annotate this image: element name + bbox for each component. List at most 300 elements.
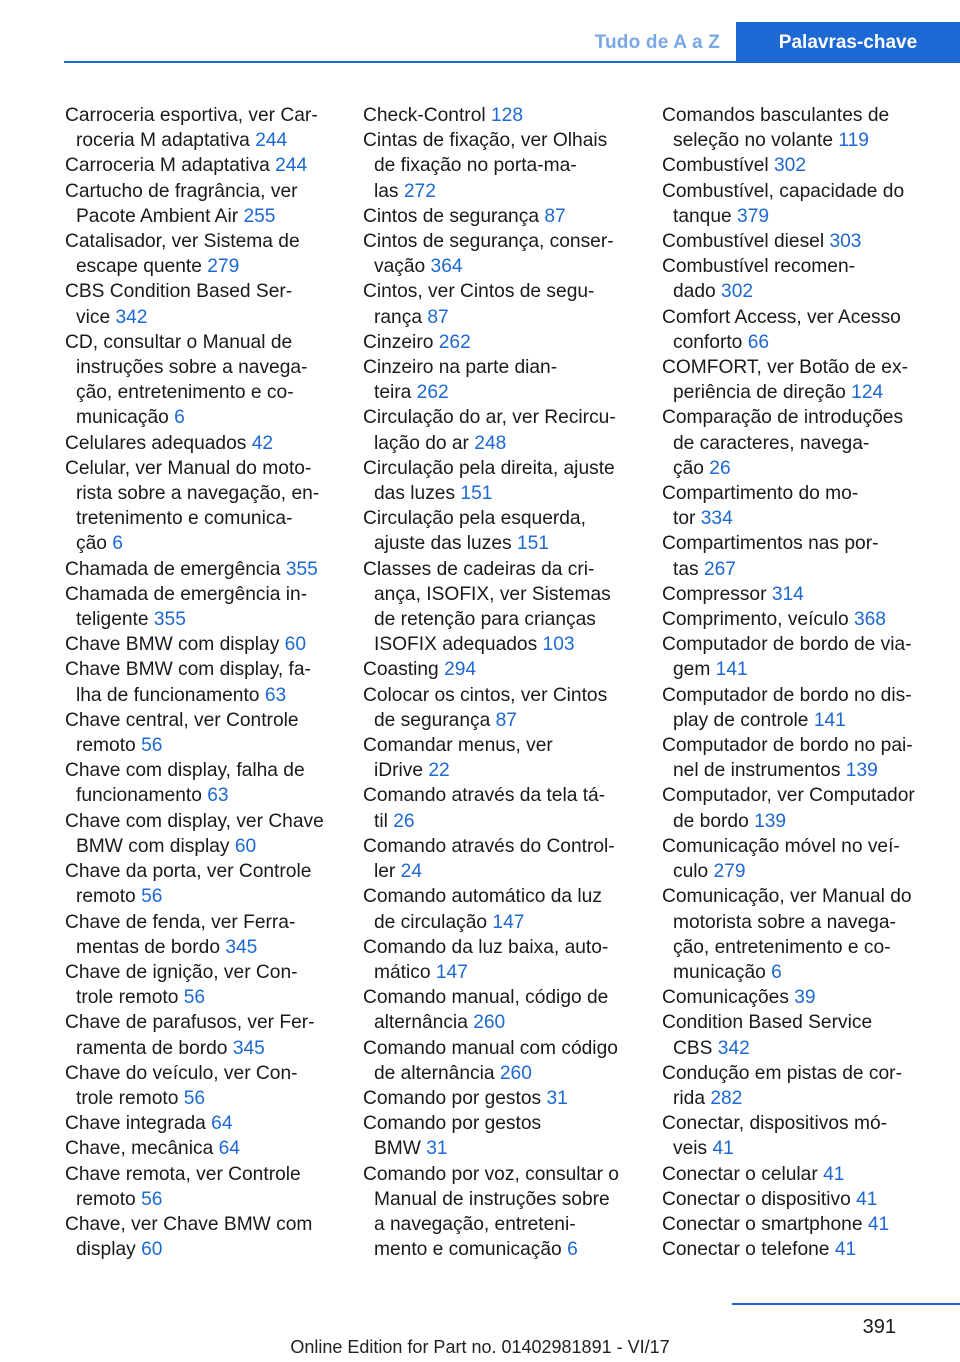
index-entry-text: play de controle [673, 709, 809, 731]
index-entry [662, 884, 952, 985]
page-reference-link[interactable]: 262 [438, 331, 471, 353]
index-entry-text: Condition Based Service [662, 1012, 873, 1034]
page-reference-link[interactable]: 41 [712, 1138, 734, 1160]
page-reference-link[interactable]: 342 [115, 306, 148, 328]
index-entry-line [65, 1187, 345, 1212]
index-entry-text: funcionamento [76, 785, 202, 807]
index-entry-text: Carroceria M adaptativa [65, 155, 270, 177]
index-entry [65, 456, 345, 557]
index-entry-line [363, 1212, 643, 1237]
page-reference-link[interactable]: 260 [499, 1062, 532, 1084]
index-entry-text: teligente [76, 609, 149, 631]
page-reference-link[interactable]: 56 [183, 987, 206, 1009]
index-entry-text: iDrive [374, 760, 424, 782]
index-entry-text: mento e comunicação [374, 1239, 562, 1261]
page-reference-link[interactable]: 56 [141, 886, 163, 908]
page-reference-link[interactable]: 379 [737, 205, 770, 227]
page-reference-link[interactable]: 255 [243, 205, 276, 227]
index-entry-text: veis [673, 1138, 708, 1160]
index-entry-line [662, 506, 952, 531]
index-entry-line [363, 1136, 643, 1161]
index-entry-line [65, 179, 345, 204]
index-entry-line [363, 884, 643, 909]
page-reference-link[interactable]: 6 [174, 407, 185, 429]
index-entry-text: mentas de bordo [76, 936, 220, 958]
index-entry-text: remoto [76, 735, 136, 757]
header-rule [64, 61, 960, 63]
page-reference-link[interactable]: 355 [153, 609, 186, 631]
index-entry-line [662, 607, 952, 632]
page-reference-link[interactable]: 303 [829, 231, 862, 253]
index-entry-line [662, 103, 952, 128]
index-entry-line [363, 935, 643, 960]
index-entry-line [65, 103, 345, 128]
index-entry-line [363, 103, 643, 128]
index-entry-line [662, 557, 952, 582]
page-reference-link[interactable]: 267 [703, 558, 736, 580]
page-reference-link[interactable]: 141 [813, 709, 846, 731]
index-entry-text: Computador de bordo no pai- [662, 735, 913, 757]
index-entry-line [662, 910, 952, 935]
index-entry-text: Comando manual, código de [363, 987, 609, 1009]
index-entry-text: Combustível diesel [662, 231, 825, 253]
index-entry-line [363, 1237, 643, 1262]
index-entry [662, 1010, 952, 1060]
index-entry-text: trole remoto [76, 987, 179, 1009]
page-reference-link[interactable]: 364 [430, 256, 463, 278]
index-column-1 [65, 103, 345, 1262]
index-entry [662, 1162, 952, 1187]
index-entry-line [662, 279, 952, 304]
index-entry-text: Cintos de segurança, conser- [363, 231, 614, 253]
index-entry-text: ção, entretenimento e co- [673, 936, 891, 958]
index-entry-line [662, 254, 952, 279]
index-entry-line [363, 834, 643, 859]
index-entry-line [65, 733, 345, 758]
page-reference-link[interactable]: 244 [275, 155, 308, 177]
index-entry-text: motorista sobre a navega- [673, 911, 896, 933]
index-entry [65, 859, 345, 909]
page-reference-link[interactable]: 128 [490, 105, 523, 126]
index-entry-line [662, 330, 952, 355]
page-reference-link[interactable]: 151 [460, 483, 493, 505]
index-entry-line [65, 254, 345, 279]
index-entry-text: lha de funcionamento [76, 684, 260, 706]
index-entry [65, 910, 345, 960]
index-entry-text: ajuste das luzes [374, 533, 512, 555]
index-entry-line [65, 834, 345, 859]
index-entry-text: Conectar, dispositivos mó- [662, 1113, 888, 1135]
index-entry-line [662, 405, 952, 430]
index-entry [662, 1111, 952, 1161]
index-entry-text: Compartimento do mo- [662, 483, 859, 505]
tab-keywords[interactable]: Palavras-chave [736, 22, 960, 63]
index-entry [363, 1036, 643, 1086]
index-entry-text: display [76, 1239, 136, 1261]
index-entry [662, 153, 952, 178]
index-entry-text: de fixação no porta-ma- [374, 155, 577, 177]
page-reference-link[interactable]: 31 [426, 1138, 448, 1160]
page-reference-link[interactable]: 141 [715, 659, 748, 681]
index-entry-line [662, 153, 952, 178]
index-entry [363, 1111, 643, 1161]
page-reference-link[interactable]: 345 [225, 936, 258, 958]
page-reference-link[interactable]: 41 [823, 1163, 845, 1185]
index-entry-text: Comando através do Control- [363, 835, 615, 857]
index-entry-text: vice [76, 306, 111, 328]
page-reference-link[interactable]: 355 [285, 558, 318, 580]
page-header [64, 0, 960, 63]
page-reference-link[interactable]: 87 [544, 205, 566, 227]
index-entry-line [65, 557, 345, 582]
index-entry-text: dado [673, 281, 716, 303]
index-entry-line [65, 431, 345, 456]
index-entry [662, 179, 952, 229]
index-entry-line [65, 1061, 345, 1086]
index-entry-line [662, 834, 952, 859]
index-entry-line [662, 708, 952, 733]
index-entry [662, 733, 952, 783]
index-entry-line [662, 1061, 952, 1086]
index-entry [363, 935, 643, 985]
index-entry [65, 557, 345, 582]
index-entry-line [363, 657, 643, 682]
index-entry-text: Comando por gestos [363, 1087, 542, 1109]
index-entry-text: Cintos, ver Cintos de segu- [363, 281, 595, 303]
page-reference-link[interactable]: 151 [516, 533, 549, 555]
page-reference-link[interactable]: 66 [747, 331, 770, 353]
index-entry-text: Comfort Access, ver Acesso [662, 306, 901, 328]
index-entry-line [363, 506, 643, 531]
page-reference-link[interactable]: 87 [495, 709, 517, 731]
index-entry-line [363, 179, 643, 204]
index-entry-text: Computador de bordo de via- [662, 634, 912, 656]
page-reference-link[interactable]: 314 [771, 583, 804, 605]
page-reference-link[interactable]: 56 [141, 1188, 163, 1210]
index-entry-text: Colocar os cintos, ver Cintos [363, 684, 608, 706]
index-entry-line [65, 910, 345, 935]
page-reference-link[interactable]: 56 [183, 1087, 206, 1109]
index-entry-text: Comando por voz, consultar o [363, 1163, 619, 1185]
index-entry-line [65, 481, 345, 506]
index-entry-line [363, 405, 643, 430]
page-reference-link[interactable]: 22 [428, 760, 450, 782]
index-entry [65, 632, 345, 657]
page-reference-link[interactable]: 248 [474, 432, 507, 454]
index-entry [363, 733, 643, 783]
page-reference-link[interactable]: 262 [416, 382, 449, 404]
index-entry-text: Computador de bordo no dis- [662, 684, 912, 706]
index-entry [662, 103, 952, 153]
index-entry-text: Combustível recomen- [662, 256, 856, 278]
index-entry [363, 985, 643, 1035]
index-entry-line [363, 1111, 643, 1136]
index-entry-line [662, 632, 952, 657]
page-reference-link[interactable]: 342 [717, 1037, 750, 1059]
index-entry-text: alternância [374, 1012, 468, 1034]
page-reference-link[interactable]: 124 [851, 382, 884, 404]
index-entry-line [65, 305, 345, 330]
index-entry-line [363, 531, 643, 556]
index-entry-line [363, 355, 643, 380]
index-entry-line [65, 960, 345, 985]
page-reference-link[interactable]: 26 [709, 457, 731, 479]
index-entry-text: Check-Control [363, 105, 486, 126]
page-reference-link[interactable]: 368 [853, 609, 886, 631]
index-entry-text: Comando através da tela tá- [363, 785, 606, 807]
index-entry [363, 279, 643, 329]
index-entry-line [363, 1162, 643, 1187]
index-entry-text: rida [673, 1087, 705, 1109]
index-entry-line [662, 179, 952, 204]
index-entry-text: Comunicação móvel no veí- [662, 835, 900, 857]
page-reference-link[interactable]: 42 [251, 432, 274, 454]
index-entry-text: Cintas de fixação, ver Olhais [363, 130, 608, 152]
index-entry-line [65, 758, 345, 783]
index-entry-line [65, 1036, 345, 1061]
index-entry [662, 985, 952, 1010]
index-entry-text: Conectar o telefone [662, 1239, 830, 1261]
index-entry-text: nel de instrumentos [673, 760, 841, 782]
page-reference-link[interactable]: 119 [838, 130, 869, 152]
index-entry [65, 1162, 345, 1212]
index-entry-text: Chave com display, falha de [65, 760, 305, 782]
index-entry-line [363, 1187, 643, 1212]
index-entry-text: Combustível, capacidade do [662, 180, 905, 202]
page-reference-link[interactable]: 302 [773, 155, 806, 177]
index-entry [363, 355, 643, 405]
index-entry-text: Cintos de segurança [363, 205, 539, 227]
page-reference-link[interactable]: 64 [211, 1113, 233, 1135]
index-entry-text: lação do ar [374, 432, 469, 454]
index-entry-line [363, 128, 643, 153]
page-reference-link[interactable]: 31 [546, 1087, 568, 1109]
index-entry-line [662, 128, 952, 153]
index-entry [363, 204, 643, 229]
index-entry-text: CBS [673, 1037, 713, 1059]
index-entry-line [363, 910, 643, 935]
index-entry-text: seleção no volante [673, 130, 834, 152]
index-entry-line [65, 632, 345, 657]
index-entry-text: rança [374, 306, 422, 328]
index-entry-text: Circulação pela direita, ajuste [363, 457, 615, 479]
index-entry-text: Chave integrada [65, 1113, 206, 1135]
index-entry-text: Chave BMW com display, fa- [65, 659, 311, 681]
page-reference-link[interactable]: 6 [771, 961, 782, 983]
page-reference-link[interactable]: 39 [794, 987, 816, 1009]
index-entry-line [65, 330, 345, 355]
index-entry-line [65, 1086, 345, 1111]
index-entry-line [662, 758, 952, 783]
index-entry-text: tanque [673, 205, 732, 227]
index-entry-line [363, 557, 643, 582]
index-entry [65, 1061, 345, 1111]
index-entry-text: Comunicação, ver Manual do [662, 886, 912, 908]
index-entry [65, 431, 345, 456]
index-entry-text: escape quente [76, 256, 202, 278]
index-entry [363, 506, 643, 556]
index-entry-text: Comprimento, veículo [662, 609, 849, 631]
page-reference-link[interactable]: 345 [232, 1037, 265, 1059]
index-entry-line [363, 960, 643, 985]
index-entry-text: BMW com display [76, 835, 230, 857]
page-reference-link[interactable]: 41 [834, 1239, 857, 1261]
index-entry-line [65, 683, 345, 708]
index-entry [363, 557, 643, 658]
index-entry [363, 229, 643, 279]
index-entry-line [65, 935, 345, 960]
index-entry-text: Comandos basculantes de [662, 105, 890, 126]
index-entry-line [65, 229, 345, 254]
index-entry-text: mático [374, 961, 431, 983]
page-reference-link[interactable]: 272 [403, 180, 436, 202]
index-entry-text: las [374, 180, 399, 202]
index-entry [363, 330, 643, 355]
page-reference-link[interactable]: 63 [264, 684, 287, 706]
page-reference-link[interactable]: 87 [427, 306, 449, 328]
page-reference-link[interactable]: 24 [400, 861, 423, 883]
page-reference-link[interactable]: 26 [393, 810, 415, 832]
index-entry-text: ção [673, 457, 704, 479]
page-reference-link[interactable]: 139 [754, 810, 787, 832]
tab-section[interactable]: Tudo de A a Z [594, 32, 720, 53]
page-reference-link[interactable]: 282 [710, 1087, 743, 1109]
index-entry-text: Chave de ignição, ver Con- [65, 961, 298, 983]
page-reference-link[interactable]: 147 [435, 961, 468, 983]
index-entry-line [65, 884, 345, 909]
index-entry [363, 103, 643, 128]
index-entry-line [65, 1162, 345, 1187]
index-entry-line [662, 1010, 952, 1035]
index-entry [363, 683, 643, 733]
index-entry-line [662, 431, 952, 456]
index-entry [65, 1136, 345, 1161]
index-entry-text: Comandar menus, ver [363, 735, 553, 757]
index-entry-text: Manual de instruções sobre [374, 1188, 610, 1210]
index-entry [662, 1212, 952, 1237]
page-reference-link[interactable]: 147 [492, 911, 525, 933]
footer-rule [732, 1303, 960, 1305]
index-entry-line [662, 1237, 952, 1262]
page-reference-link[interactable]: 103 [542, 634, 575, 656]
index-entry-text: Circulação do ar, ver Recircu- [363, 407, 616, 429]
page-reference-link[interactable]: 294 [444, 659, 477, 681]
index-entry [662, 632, 952, 682]
index-entry-line [363, 254, 643, 279]
index-entry-text: Conectar o dispositivo [662, 1188, 851, 1210]
index-entry-text: a navegação, entreteni- [374, 1213, 576, 1235]
index-entry-line [662, 204, 952, 229]
index-entry-line [662, 582, 952, 607]
page-reference-link[interactable]: 60 [284, 634, 307, 656]
index-entry [65, 229, 345, 279]
page-reference-link[interactable]: 60 [141, 1239, 163, 1261]
index-entry-line [363, 683, 643, 708]
index-entry [65, 1010, 345, 1060]
index-entry [662, 481, 952, 531]
page-reference-link[interactable]: 63 [207, 785, 229, 807]
page-reference-link[interactable]: 56 [141, 735, 163, 757]
index-entry-line [65, 1010, 345, 1035]
index-entry-text: BMW [374, 1138, 421, 1160]
page-reference-link[interactable]: 60 [234, 835, 257, 857]
index-entry [662, 229, 952, 254]
index-entry-line [662, 1111, 952, 1136]
page-reference-link[interactable]: 279 [207, 256, 240, 278]
index-entry-text: periência de direção [673, 382, 846, 404]
page-reference-link[interactable]: 302 [721, 281, 754, 303]
index-entry-line [363, 582, 643, 607]
index-entry-line [662, 935, 952, 960]
index-entry-text: Cinzeiro na parte dian- [363, 357, 558, 379]
index-entry-line [363, 330, 643, 355]
index-entry [662, 607, 952, 632]
index-entry [65, 330, 345, 431]
index-entry [65, 758, 345, 808]
index-entry-line [662, 960, 952, 985]
index-entry [363, 405, 643, 455]
page-reference-link[interactable]: 244 [255, 130, 288, 152]
index-entry [363, 1086, 643, 1111]
index-entry-line [65, 582, 345, 607]
index-entry-line [65, 1212, 345, 1237]
index-entry-line [363, 632, 643, 657]
page-reference-link[interactable]: 41 [867, 1213, 890, 1235]
index-entry-line [65, 607, 345, 632]
index-entry-text: de circulação [374, 911, 488, 933]
index-entry-text: Cartucho de fragrância, ver [65, 180, 298, 202]
index-entry-line [363, 456, 643, 481]
index-entry [363, 657, 643, 682]
index-entry-text: ção [76, 533, 107, 555]
index-entry-line [363, 481, 643, 506]
index-entry-text: instruções sobre a navega- [76, 357, 308, 379]
index-entry-line [65, 355, 345, 380]
page-reference-link[interactable]: 334 [700, 508, 733, 530]
index-entry-line [65, 153, 345, 178]
index-entry-text: ramenta de bordo [76, 1037, 228, 1059]
index-entry-line [363, 985, 643, 1010]
page-reference-link[interactable]: 6 [112, 533, 123, 555]
index-entry-text: Compartimentos nas por- [662, 533, 879, 555]
index-entry-text: Chave, ver Chave BMW com [65, 1213, 313, 1235]
index-entry-line [662, 305, 952, 330]
index-entry-text: Comando da luz baixa, auto- [363, 936, 609, 958]
page-reference-link[interactable]: 139 [845, 760, 878, 782]
page-reference-link[interactable]: 279 [713, 861, 746, 883]
index-entry-line [363, 1061, 643, 1086]
page-reference-link[interactable]: 41 [856, 1188, 878, 1210]
page-reference-link[interactable]: 260 [473, 1012, 506, 1034]
index-entry-line [363, 733, 643, 758]
edition-footer: Online Edition for Part no. 01402981891 - VI/17 [290, 1337, 670, 1357]
index-entry-text: tas [673, 558, 699, 580]
page-reference-link[interactable]: 64 [218, 1138, 240, 1160]
index-entry-line [662, 657, 952, 682]
index-column-2 [363, 103, 643, 1262]
index-entry-text: Chave central, ver Controle [65, 709, 299, 731]
index-entry [662, 582, 952, 607]
index-entry-text: CD, consultar o Manual de [65, 331, 293, 353]
index-entry-text: ção, entretenimento e co- [76, 382, 294, 404]
index-entry-text: CBS Condition Based Ser- [65, 281, 293, 303]
index-entry-line [662, 783, 952, 808]
index-entry-text: Circulação pela esquerda, [363, 508, 586, 530]
page-reference-link[interactable]: 6 [567, 1239, 578, 1261]
index-entry-line [363, 607, 643, 632]
index-entry-line [65, 531, 345, 556]
index-entry-text: Condução em pistas de cor- [662, 1062, 902, 1084]
